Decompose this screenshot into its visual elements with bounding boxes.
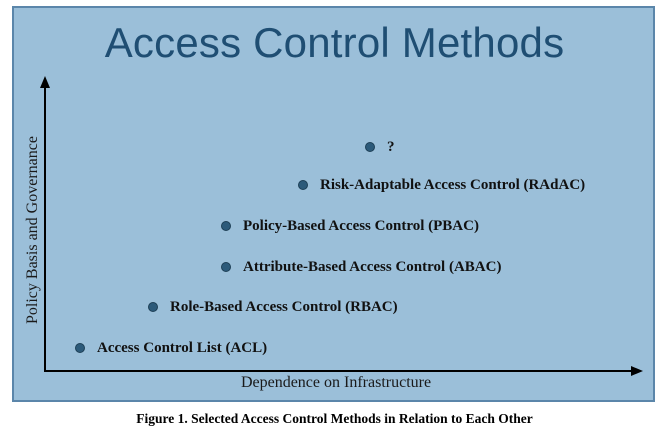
diagram-title: Access Control Methods	[104, 19, 565, 66]
method-dot	[148, 302, 158, 312]
method-dot	[221, 262, 231, 272]
y-axis-label: Policy Basis and Governance	[24, 136, 41, 324]
method-label: Role-Based Access Control (RBAC)	[170, 298, 398, 315]
method-pbac	[221, 216, 479, 236]
y-axis-arrowhead	[40, 76, 50, 88]
x-axis-arrowhead	[631, 366, 643, 376]
method-label: Risk-Adaptable Access Control (RAdAC)	[320, 176, 586, 193]
x-axis-label: Dependence on Infrastructure	[240, 374, 432, 391]
method-label: Attribute-Based Access Control (ABAC)	[243, 258, 502, 275]
method-label: Policy-Based Access Control (PBAC)	[243, 217, 479, 234]
method-dot	[298, 180, 308, 190]
method-radac	[298, 175, 585, 195]
method-dot	[365, 142, 375, 152]
method-rbac	[148, 297, 398, 317]
figure-caption: Figure 1. Selected Access Control Methods in Relation to Each Other	[136, 411, 533, 426]
method-dot	[221, 221, 231, 231]
method-acl	[75, 338, 267, 358]
method-label: Access Control List (ACL)	[97, 339, 268, 356]
method-dot	[75, 343, 85, 353]
method-abac	[221, 257, 501, 277]
method-label: ?	[387, 138, 395, 155]
method-unknown	[365, 137, 395, 157]
